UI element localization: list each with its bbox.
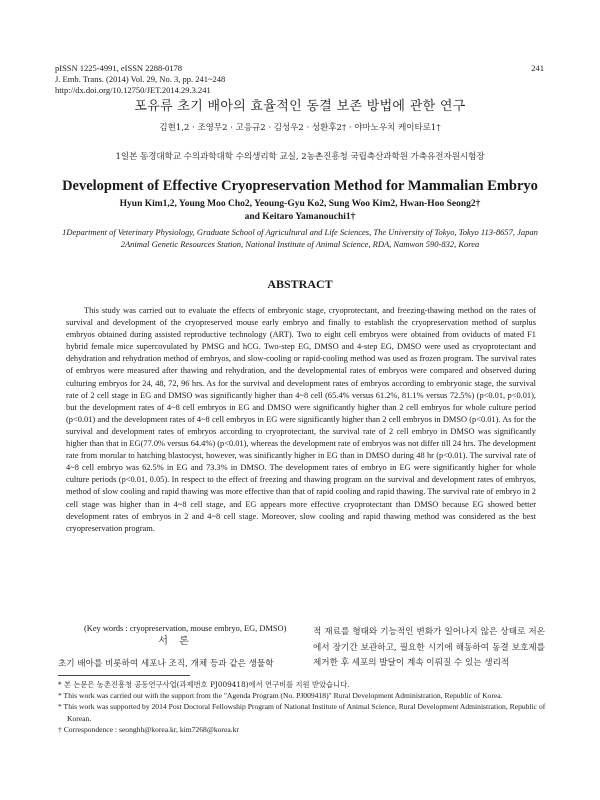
english-affiliations [58, 226, 542, 250]
english-authors-line1: Hyun Kim1,2, Young Moo Cho2, Yeoung-Gyu Ko2, Sung Woo Kim2, Hwan-Hoo Seong2† [119, 199, 481, 209]
introduction-heading: 서 론 [158, 636, 193, 647]
footnote-funding-korean: * 본 논문은 농촌진흥청 공동연구사업(과제번호 PJ009418)에서 연구비를 지원 받았습니다. [58, 680, 350, 689]
footnote-fellowship: * This work was supported by 2014 Post Doctoral Fellowship Program of National Institute of Animal Science, Rural Development Administration, Republic of Korean. [58, 702, 546, 723]
citation: J. Emb. Trans. (2014) Vol. 29, No. 3, pp. 241~248 [55, 74, 226, 84]
issn: pISSN 1225-4991, eISSN 2288-0178 [55, 63, 183, 73]
journal-header [55, 63, 225, 96]
footnote-funding-english: * This work was carried out with the support from the "Agenda Program (No. PJ009418)" Rural Development Administration, Republic of Korea. [58, 691, 503, 701]
page-number: 241 [531, 63, 544, 73]
affiliation-1: 1Department of Veterinary Physiology, Graduate School of Agricultural and Life Sciences, The University of Tokyo, Tokyo 113-8657, Japan [62, 227, 538, 237]
footnote-correspondence: † Correspondence : seonghh@korea.kr, kim7268@korea.kr [58, 724, 239, 734]
korean-title: 포유류 초기 배아의 효율적인 동결 보존 방법에 관한 연구 [134, 99, 466, 114]
doi-link[interactable]: http://dx.doi.org/10.12750/JET.2014.29.3.241 [55, 85, 211, 95]
korean-affiliations: 1일본 동경대학교 수의과학대학 수의생리학 교실, 2농촌진흥청 국립축산과학원 가축유전자원시험장 [115, 152, 485, 162]
footnote-divider [58, 675, 190, 676]
footnotes [58, 679, 548, 735]
intro-left-text: 초기 배아를 비롯하여 세포나 조직, 개체 등과 같은 생물학 [58, 659, 274, 669]
intro-right-column [313, 625, 545, 672]
english-title: Development of Effective Cryopreservation Method for Mammalian Embryo [62, 178, 538, 194]
english-authors-line2: and Keitaro Yamanouchi1† [244, 212, 356, 222]
intro-right-text: 적 재료를 형태와 기능적인 변화가 일어나지 않은 상태로 저온에서 장기간 보관하고, 필요한 시기에 해동하여 동결 보호제를 제거한 후 세포의 발달이 계속 이뤄질 수 있는 생리적 [313, 627, 545, 668]
abstract-heading: ABSTRACT [267, 277, 333, 291]
korean-authors: 김현1,2 · 조영무2 · 고응규2 · 김성우2 · 성환후2† · 야마노우치 케이타로1† [159, 123, 441, 133]
english-authors [60, 198, 540, 224]
keywords: (Key words : cryopreservation, mouse embryo, EG, DMSO) [84, 624, 287, 633]
intro-left-column [58, 630, 293, 672]
affiliation-2: 2Animal Genetic Resources Station, National Institute of Animal Science, RDA, Namwon 590-832, Korea [120, 239, 480, 249]
abstract-text: This study was carried out to evaluate the effects of embryonic stage, cryoprotectant, and freezing-thawing method on the rates of survival and development of the cryopreserved mouse early embryo and finally to establish the cryopreservation method of surplus embryos obtained during assisted reproductive technology (ART). Two to eight cell embryos were obtained from oviducts of mated F1 hybrid female mice supercovulated by PMSG and hCG. Two-step EG, DMSO and 4-step EG, DMSO were used as cryoprotectant and dehydration and rehydration method of embryos, and slow-cooling or rapid-cooling method was used as frozen program. The survival rates of embryos were measured after thawing and rehydration, and the developmental rates of embryos were compared and observed during culturing embryos for 24, 48, 72, 96 hrs. As for the survival and development rates of embryos according to embryonic stage, the survival rate of 2 cell stage in EG and DMSO was significantly higher than 4~8 cell (65.4% versus 61.2%, 81.1% versus 72.5%) (p<0.01, p<0.01), but the development rates of 4~8 cell embryos in EG and DMSO were significantly higher than 2 cell embryos for whole culture period (p<0.01) and the development rates of 4~8 cell embryos in EG were significantly higher than 2 cell embryos in DMSO (p<0.01). As for the survival and development rates of embryos according to cryoprotectant, the survival rate of 2 cell embryo in DMSO was significantly higher than that in EG(77.0% versus 64.4%) (p<0.01), whereas the development rate of embryos was not differ till 24 hrs. The development rate from morular to hatching blastocyst, however, was sinificantly higher in EG than in DMSO during 48 hr (p<0.01). The survival rate of 4~8 cell embryo was 62.5% in EG and 73.3% in DMSO. The development rates of embryo in EG were significantly higher for whole culture periods (p<0.01, 0.05). In respect to the effect of freezing and thawing program on the survival and development rates of embryos, method of slow cooling and rapid thawing was more effective than that of rapid cooling and rapid thawing. The survival rate of embryo in 2 cell stage was higher than in 4~8 cell stage, and EG appears more effective cryoprotectant than DMSO because EG showed better development rates of embryos in 2 and 4~8 cell stage. Moreover, slow cooling and rapid thawing method was considered as the best cryopreservation program. [66, 306, 536, 533]
